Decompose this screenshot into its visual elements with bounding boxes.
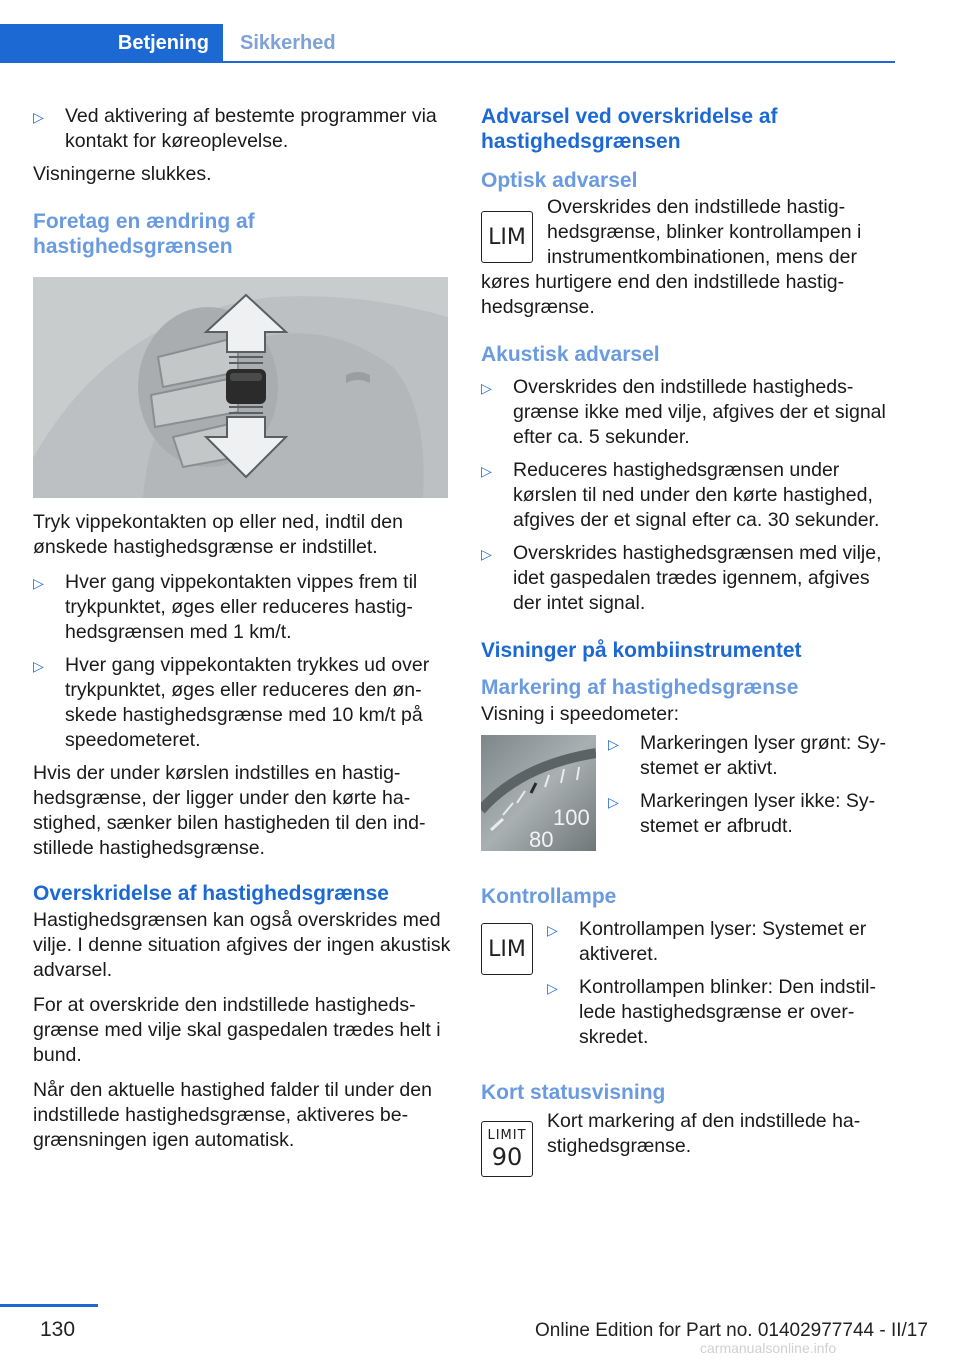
speedometer-image [481,735,608,858]
triangle-bullet-icon: ▷ [547,922,558,938]
section-heading: Visninger på kombiinstrumentet [481,639,802,662]
paragraph: Visning i speedometer: [481,703,680,725]
bullet-item: ▷ Kontrollampen lyser: Systemet er aktiveret. [547,918,867,965]
triangle-bullet-icon: ▷ [608,794,619,810]
triangle-bullet-icon: ▷ [608,736,619,752]
edition-text: Online Edition for Part no. 01402977744 - II/17 [535,1320,928,1341]
tab-sikkerhed[interactable]: Sikkerhed [223,24,895,62]
paragraph: Hastighedsgrænsen kan også overskrides med vilje. I denne situation afgives der ingen akustisk advarsel. [33,909,451,981]
bullet-item: ▷ Reduceres hastighedsgrænsen under kørslen til ned under den kørte hastighed, afgives der et signal efter ca. 30 sekunder. [481,459,880,531]
section-heading: Overskridelse af hastighedsgrænse [33,882,389,905]
subsection-heading: Optisk advarsel [481,169,638,192]
section-heading: Foretag en ændring af hastighedsgrænsen [33,210,255,258]
header-divider [0,61,895,63]
control-lamp-block [481,917,896,1058]
paragraph: Visningerne slukkes. [33,163,212,185]
subsection-heading: Kontrollampe [481,885,617,908]
subsection-heading: Markering af hastighedsgrænse [481,676,799,699]
bullet-item: ▷ Hver gang vippekontakten trykkes ud over trykpunktet, øges eller reduceres den ønskede hastighedsgrænse med 10 km/t på speedometeret. [33,654,430,751]
paragraph: Tryk vippekontakten op eller ned, indtil den ønskede hastighedsgrænse er indstillet. [33,511,403,558]
triangle-bullet-icon: ▷ [33,658,44,674]
section-heading: Advarsel ved overskridelse af hastighedsgrænsen [481,105,778,153]
lim-indicator-icon: LIM [481,211,533,263]
bullet-item: ▷ Overskrides hastighedsgrænsen med vilje, idet gaspedalen trædes igennem, afgives der intet signal. [481,542,882,614]
bullet-item: ▷ Markeringen lyser grønt: Systemet er aktivt. [608,732,886,779]
right-column [481,104,896,1177]
header [0,0,895,62]
bullet-item: ▷ Kontrollampen blinker: Den indstillede hastighedsgrænse er overskredet. [547,976,876,1048]
paragraph: køres hurtigere end den indstillede hastighedsgrænse. [481,271,845,318]
tab-betjening[interactable]: Betjening [0,24,223,62]
bullet-item: ▷ Markeringen lyser ikke: Systemet er afbrudt. [608,790,876,837]
triangle-bullet-icon: ▷ [481,463,492,479]
paragraph: Når den aktuelle hastighed falder til under den indstillede hastighedsgrænse, aktiveres begrænsningen igen automatisk. [33,1079,432,1151]
bullet-item: ▷ Hver gang vippekontakten vippes frem til trykpunktet, øges eller reduceres hastighedsgrænsen med 1 km/t. [33,571,418,643]
lim-indicator-icon: LIM [481,923,533,975]
subsection-heading: Kort statusvisning [481,1081,666,1104]
triangle-bullet-icon: ▷ [481,380,492,396]
speedo-80-label: 80 [529,827,554,851]
optical-warning-block: LIM Overskrides den indstillede hastighedsgrænse, blinker kontrollampen i instrumentkombinationen, mens der [481,195,896,270]
triangle-bullet-icon: ▷ [547,980,558,996]
speedometer-block [481,732,896,858]
subsection-heading: Akustisk advarsel [481,343,660,366]
triangle-bullet-icon: ▷ [33,109,44,125]
status-block: LIMIT 90 Kort markering af den indstillede hastighedsgrænse. [481,1109,896,1177]
bullet-item: ▷ Ved aktivering af bestemte programmer via kontakt for køreoplevelse. [33,105,437,152]
watermark: carmanualsonline.info [700,1340,837,1356]
paragraph: Hvis der under kørslen indstilles en hastighedsgrænse, der ligger under den kørte hastighed, sænker bilen hastigheden til den indstillede hastighedsgrænse. [33,762,426,859]
page-number: 130 [40,1318,76,1341]
triangle-bullet-icon: ▷ [33,575,44,591]
speedo-100-label: 100 [553,805,590,830]
steering-wheel-image [33,277,448,498]
limit-90-icon: LIMIT 90 [481,1121,533,1177]
triangle-bullet-icon: ▷ [481,546,492,562]
left-column [33,104,451,1163]
paragraph: For at overskride den indstillede hastighedsgrænse med vilje skal gaspedalen trædes helt i bund. [33,994,441,1066]
footer-divider [0,1304,98,1307]
bullet-item: ▷ Overskrides den indstillede hastighedsgrænse ikke med vilje, afgives der et signal efter ca. 5 sekunder. [481,376,886,448]
